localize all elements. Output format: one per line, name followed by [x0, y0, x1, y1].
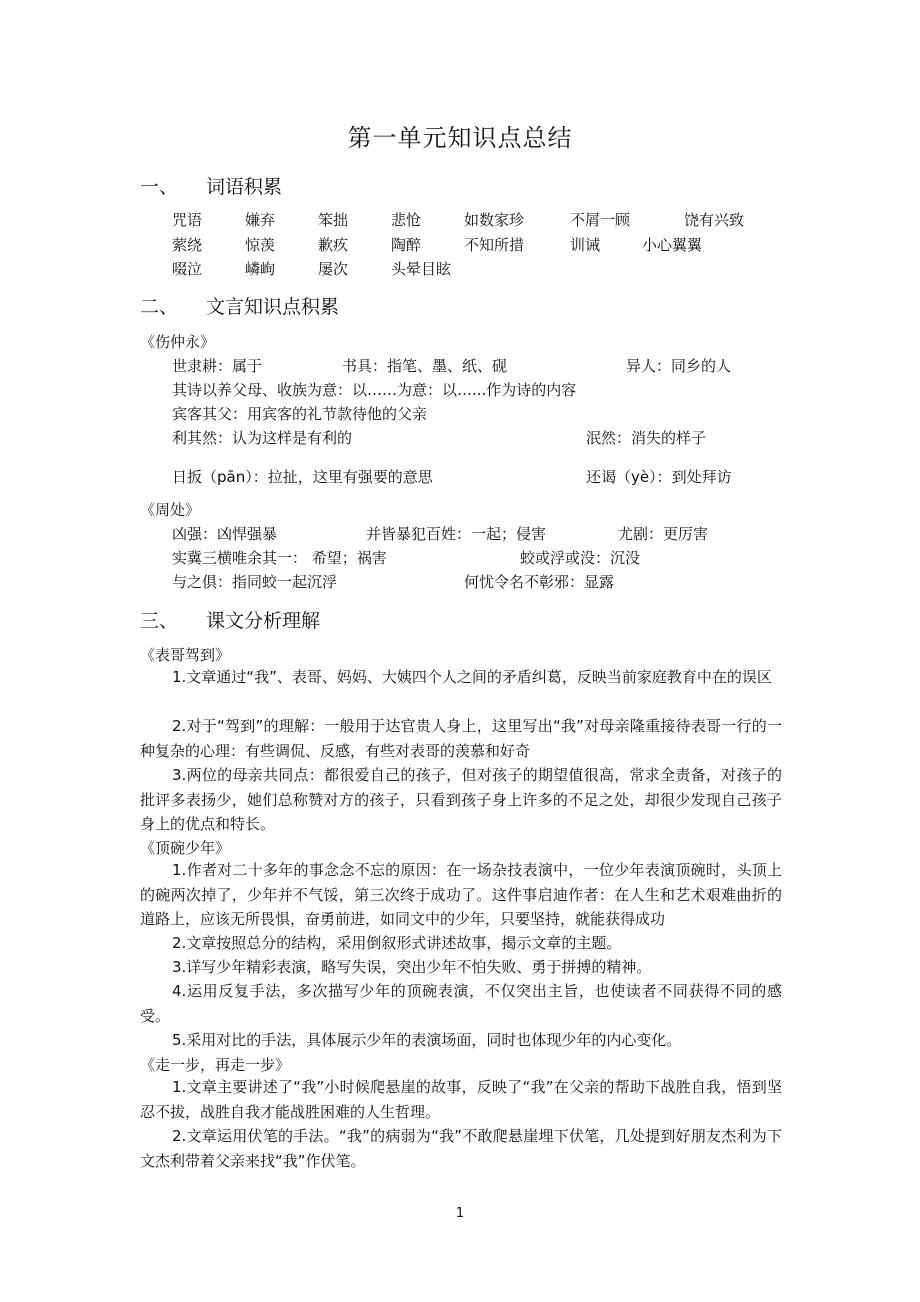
vocab-word: 惊羡	[245, 236, 276, 254]
paragraph: 5.采用对比的手法，具体展示少年的表演场面，同时也体现少年的内心变化。	[172, 1031, 682, 1049]
vocab-word: 如数家珍	[464, 211, 525, 229]
vocab-word: 嫌弃	[245, 211, 276, 229]
paragraph: 2.对于“驾到”的理解：一般用于达官贵人身上，这里写出“我”对母亲隆重接待表哥一行的一种复杂的心理：有些调侃、反感，有些对表哥的羡慕和好奇	[140, 717, 782, 760]
vocab-word: 笨拙	[318, 211, 349, 229]
section-heading-vocab	[140, 172, 282, 199]
annotation: 蛟或浮或没：沉没	[520, 549, 641, 567]
vocab-word: 悲怆	[391, 211, 422, 229]
annotation: 并皆暴犯百姓：一起；侵害	[366, 525, 547, 543]
paragraph: 1.作者对二十多年的事念念不忘的原因：在一场杂技表演中，一位少年表演顶碗时，头顶上的碗两次掉了，少年并不气馁，第三次终于成功了。这件事启迪作者：在人生和艺术艰难曲折的道路上，应该无所畏惧，奋勇前进，如同文中的少年，只要坚持，就能获得成功	[140, 861, 782, 928]
annotation: 异人：同乡的人	[626, 357, 732, 375]
book-title: 《表哥驾到》	[140, 646, 231, 664]
section-title: 文言知识点积累	[206, 296, 340, 318]
section-number: 二、	[140, 296, 179, 318]
book-title: 《顶碗少年》	[140, 839, 231, 857]
paragraph: 1.文章主要讲述了“我”小时候爬悬崖的故事，反映了“我”在父亲的帮助下战胜自我，悟到坚忍不拔，战胜自我才能战胜困难的人生哲理。	[140, 1078, 782, 1121]
annotation: 书具：指笔、墨、纸、砚	[342, 357, 508, 375]
vocab-word: 屡次	[318, 260, 349, 278]
annotation: 与之俱：指同蛟一起沉浮	[172, 573, 338, 591]
annotation: 日扳（pān）：拉扯，这里有强要的意思	[172, 468, 433, 486]
section-title: 课文分析理解	[206, 610, 321, 632]
annotation: 还谒（yè）：到处拜访	[586, 468, 732, 486]
vocab-word: 歉疚	[318, 236, 349, 254]
paragraph: 3.详写少年精彩表演，略写失误，突出少年不怕失败、勇于拼搏的精神。	[172, 958, 652, 976]
vocab-word: 咒语	[172, 211, 203, 229]
book-title: 《走一步，再走一步》	[140, 1056, 291, 1074]
section-heading-classical	[140, 292, 339, 319]
page-number: 1	[455, 1206, 465, 1221]
annotation: 何忧令名不彰邪：显露	[464, 573, 615, 591]
vocab-word: 不屑一顾	[570, 211, 631, 229]
section-heading-analysis	[140, 606, 320, 633]
section-number: 三、	[140, 610, 179, 632]
paragraph: 2.文章按照总分的结构，采用倒叙形式讲述故事，揭示文章的主题。	[172, 934, 622, 952]
vocab-word: 啜泣	[172, 260, 203, 278]
paragraph: 2.文章运用伏笔的手法。“我”的病弱为“我”不敢爬悬崖埋下伏笔，几处提到好朋友杰利为下文杰利带着父亲来找“我”作伏笔。	[140, 1127, 782, 1170]
vocab-word: 萦绕	[172, 236, 203, 254]
book-title: 《周处》	[140, 501, 201, 519]
section-number: 一、	[140, 176, 179, 198]
section-title: 词语积累	[206, 176, 283, 198]
book-title: 《伤仲永》	[140, 333, 216, 351]
annotation: 宾客其父：用宾客的礼节款待他的父亲	[172, 405, 428, 423]
annotation: 泯然：消失的样子	[586, 429, 707, 447]
vocab-word: 训诫	[570, 236, 601, 254]
annotation: 尤剧：更厉害	[618, 525, 709, 543]
vocab-word: 嶙峋	[245, 260, 276, 278]
page-title: 第一单元知识点总结	[347, 124, 573, 152]
vocab-word: 小心翼翼	[642, 236, 703, 254]
vocab-word: 饶有兴致	[684, 211, 745, 229]
annotation: 凶强：凶悍强暴	[172, 525, 278, 543]
vocab-word: 不知所措	[464, 236, 525, 254]
annotation: 实冀三横唯余其一： 希望；祸害	[172, 549, 387, 567]
annotation: 利其然：认为这样是有利的	[172, 429, 353, 447]
vocab-word: 陶醉	[391, 236, 422, 254]
paragraph: 1.文章通过“我”、表哥、妈妈、大姨四个人之间的矛盾纠葛，反映当前家庭教育中在的误区	[172, 668, 772, 686]
vocab-word: 头晕目眩	[391, 260, 452, 278]
annotation: 其诗以养父母、收族为意：以……为意：以…...作为诗的内容	[172, 381, 577, 399]
annotation: 世隶耕：属于	[172, 357, 263, 375]
paragraph: 3.两位的母亲共同点：都很爱自己的孩子，但对孩子的期望值很高，常求全责备，对孩子的批评多表扬少，她们总称赞对方的孩子，只看到孩子身上许多的不足之处，却很少发现自己孩子身上的优点和特长。	[140, 766, 782, 833]
paragraph: 4.运用反复手法，多次描写少年的顶碗表演，不仅突出主旨，也使读者不同获得不同的感受。	[140, 982, 782, 1025]
